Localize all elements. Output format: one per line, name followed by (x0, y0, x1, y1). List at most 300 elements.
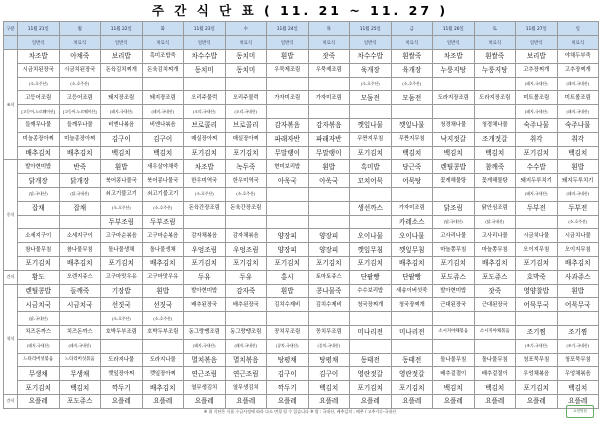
menu-cell: (돼지-국내산) (101, 105, 143, 119)
menu-cell: 백김치 (308, 381, 350, 395)
menu-row (4, 215, 599, 229)
menu-cell: 양장피 (308, 229, 350, 243)
menu-cell: 돈육간장조림 (184, 201, 226, 215)
menu-cell: (돼지-국내산) (557, 187, 599, 201)
header-date: 11월 27일 (516, 22, 558, 36)
menu-cell: 고구마순볶음 (142, 229, 184, 243)
menu-cell (184, 215, 226, 229)
menu-cell: 황도 (18, 270, 60, 284)
menu-cell: 돼지장조림 (101, 91, 143, 105)
menu-cell: 미나리전 (391, 325, 433, 339)
header-weekday: 월 (59, 22, 101, 36)
meal-label: 간식 (4, 394, 18, 408)
menu-row (4, 160, 599, 174)
menu-cell: (소-호주산) (59, 77, 101, 91)
menu-cell: 고사리나물 (474, 229, 516, 243)
menu-cell (308, 201, 350, 215)
menu-cell (308, 312, 350, 326)
header-weekday: 목 (308, 22, 350, 36)
menu-cell: 포기김치 (350, 256, 392, 270)
menu-cell (516, 312, 558, 326)
header-date: 11월 22일 (101, 22, 143, 36)
menu-cell: 무말랭이 (308, 146, 350, 160)
menu-cell: (닭-국내산) (59, 187, 101, 201)
menu-cell: 꽁치무조림 (267, 325, 309, 339)
menu-row (4, 243, 599, 257)
header-therapy-diet: 치료식 (142, 36, 184, 50)
menu-cell (225, 77, 267, 91)
menu-cell: 양장피 (308, 243, 350, 257)
menu-cell: 닭개장 (59, 174, 101, 188)
menu-cell: 동태전 (350, 353, 392, 367)
menu-cell: 토마토쥬스 (308, 270, 350, 284)
menu-cell (308, 187, 350, 201)
menu-cell: (닭-국내산) (18, 312, 60, 326)
menu-row (4, 132, 599, 146)
menu-cell: 백김치 (474, 381, 516, 395)
menu-cell: 시금치나물 (557, 229, 599, 243)
menu-cell (267, 187, 309, 201)
menu-row (4, 325, 599, 339)
menu-cell: 백김치 (557, 381, 599, 395)
menu-cell: 배추김치 (391, 256, 433, 270)
menu-cell: 오이지무침 (516, 243, 558, 257)
menu-cell: 근대된장국 (433, 298, 475, 312)
menu-cell: 비엔나볶음 (142, 118, 184, 132)
menu-cell (433, 77, 475, 91)
menu-cell: 새송이버섯죽 (391, 284, 433, 298)
menu-cell: 녹두죽 (225, 160, 267, 174)
menu-cell: 돼지두루치기 (516, 174, 558, 188)
menu-cell: 모둠전 (350, 91, 392, 105)
menu-cell: 흑미조밥죽 (142, 50, 184, 64)
header-date: 11월 21일 (18, 22, 60, 36)
menu-cell: 김치수제비 (267, 298, 309, 312)
menu-row (4, 312, 599, 326)
menu-cell: 느타리버섯볶음 (18, 353, 60, 367)
menu-cell (350, 105, 392, 119)
menu-cell (59, 312, 101, 326)
menu-cell (267, 201, 309, 215)
menu-cell: 치즈돈까스 (18, 325, 60, 339)
menu-cell: 무말랭이 (267, 146, 309, 160)
menu-cell: 마늘쫑무침 (433, 243, 475, 257)
menu-cell: 어묵무국 (557, 298, 599, 312)
menu-cell: 두부전 (516, 201, 558, 215)
menu-row (4, 339, 599, 353)
menu-cell: [고등어-노르웨이산] (18, 105, 60, 119)
page-title: 주 간 식 단 표 ( 11. 21 ~ 11. 27 ) (151, 3, 449, 18)
menu-cell: 호박두부조림 (101, 325, 143, 339)
menu-row (4, 201, 599, 215)
meal-label: 간식 (4, 270, 18, 284)
menu-cell: 청국장찌개 (391, 298, 433, 312)
menu-table (3, 21, 599, 409)
menu-cell: 감자죽 (225, 284, 267, 298)
menu-cell: 숙주나물 (557, 118, 599, 132)
menu-cell: (돼지-국내산) (142, 105, 184, 119)
subheader-row (4, 36, 599, 50)
menu-cell: 오이지무침 (557, 243, 599, 257)
menu-cell: 흰밥 (101, 160, 143, 174)
menu-cell: (소-호주산) (350, 77, 392, 91)
menu-cell: 우묵제조림 (308, 63, 350, 77)
header-weekday: 토 (474, 22, 516, 36)
header-weekday: 금 (391, 22, 433, 36)
menu-cell: 포기김치 (350, 381, 392, 395)
menu-cell: 백김치 (391, 146, 433, 160)
header-therapy-diet: 치료식 (59, 36, 101, 50)
menu-cell: 미트볼조림 (557, 91, 599, 105)
menu-cell: 돌나물무침 (433, 353, 475, 367)
hospital-logo: 요양병원 (566, 405, 594, 418)
menu-cell: 요플레 (308, 394, 350, 408)
menu-cell (433, 187, 475, 201)
menu-cell: 포기김치 (267, 256, 309, 270)
menu-row (4, 118, 599, 132)
menu-cell: 영란젓갈 (391, 367, 433, 381)
menu-cell: 배추김치 (557, 256, 599, 270)
menu-cell: 도라지장조림 (433, 91, 475, 105)
menu-cell (391, 312, 433, 326)
menu-cell: 소세지구이 (18, 229, 60, 243)
header-general-diet: 일반식 (18, 36, 60, 50)
menu-cell: 보리밥 (516, 50, 558, 64)
meal-label: 석식 (4, 284, 18, 394)
menu-cell: 포기김치 (350, 146, 392, 160)
menu-cell (474, 77, 516, 91)
menu-cell: 요플레 (225, 394, 267, 408)
header-row (4, 22, 599, 36)
menu-cell: 숙주나물 (516, 118, 558, 132)
menu-row (4, 270, 599, 284)
menu-cell: (소-호주산) (18, 77, 60, 91)
menu-cell: (닭-국내산) (474, 215, 516, 229)
menu-cell: (오리-국내산) (225, 105, 267, 119)
menu-cell: 백김치 (474, 146, 516, 160)
menu-cell: 꽁치무조림 (308, 325, 350, 339)
menu-cell: 파래자반 (308, 132, 350, 146)
menu-cell: 오이나물 (391, 229, 433, 243)
header-date: 11월 25일 (350, 22, 392, 36)
menu-cell: 발아현미밥 (433, 284, 475, 298)
header-general-diet: 일반식 (267, 36, 309, 50)
menu-cell: 북어콩나물국 (101, 174, 143, 188)
menu-cell: 깻잎무침 (350, 243, 392, 257)
menu-cell: (돼지-국내산) (516, 187, 558, 201)
menu-cell: 잡채 (18, 201, 60, 215)
menu-cell: 청포묵무침 (557, 353, 599, 367)
menu-cell (225, 312, 267, 326)
header-general-diet: 일반식 (101, 36, 143, 50)
menu-cell: 낙지젓갈 (433, 132, 475, 146)
menu-cell: 배추김치 (59, 256, 101, 270)
menu-row (4, 187, 599, 201)
menu-cell: 돌나물생채 (101, 243, 143, 257)
menu-cell: 포기김치 (18, 381, 60, 395)
header-weekday: 일 (557, 22, 599, 36)
menu-cell: 포기김치 (433, 256, 475, 270)
menu-cell: 누룽지탕 (474, 63, 516, 77)
menu-row (4, 256, 599, 270)
menu-cell: 소시지야채볶음 (474, 325, 516, 339)
menu-cell: 깻잎나물 (391, 118, 433, 132)
menu-cell: 미늘종장아찌 (18, 132, 60, 146)
menu-cell: 단팥빵 (391, 270, 433, 284)
menu-cell: 배추된장국 (225, 298, 267, 312)
menu-cell: 호박죽 (516, 270, 558, 284)
menu-cell: 시금치된장국 (59, 63, 101, 77)
footer-note: ※ 위 식단은 식품 수급사정에 따라 다소 변경 될 수 있습니다 ※ 쌀 : 국내산, 배추김치 : 배추 / 고추가루-국내산 (203, 409, 397, 414)
menu-cell: 차조밥 (184, 160, 226, 174)
menu-cell: 영양찰밥 (516, 284, 558, 298)
menu-cell: 야채두부죽 (557, 50, 599, 64)
menu-cell: 요플레 (267, 394, 309, 408)
menu-cell: 잣죽 (308, 50, 350, 64)
menu-cell: 조기찜 (516, 325, 558, 339)
menu-cell (101, 339, 143, 353)
menu-cell: 어묵탕 (391, 174, 433, 188)
menu-cell: 양장피 (267, 243, 309, 257)
header-label: 구분 (4, 22, 18, 36)
menu-cell (267, 105, 309, 119)
menu-cell: 선짓국 (142, 298, 184, 312)
menu-cell: [고등어-노르웨이산] (59, 105, 101, 119)
menu-cell: 가자미조림 (308, 91, 350, 105)
menu-cell (142, 77, 184, 91)
menu-row (4, 50, 599, 64)
menu-cell: 돌나물무침 (474, 353, 516, 367)
menu-cell: 한우미역국 (184, 174, 226, 188)
menu-cell: 포기김치 (18, 256, 60, 270)
menu-row (4, 381, 599, 395)
menu-cell: 브로콜리 (184, 118, 226, 132)
menu-cell: 두부전 (557, 201, 599, 215)
menu-cell: 현미보리밥 (267, 160, 309, 174)
menu-cell: 고구마맛우유 (142, 270, 184, 284)
menu-cell: 당근죽 (391, 160, 433, 174)
menu-cell: 고구마순볶음 (101, 229, 143, 243)
menu-cell: 소세지구이 (59, 229, 101, 243)
menu-cell: 요플레 (516, 394, 558, 408)
menu-cell: 아욱국 (267, 174, 309, 188)
menu-cell: 백김치 (142, 146, 184, 160)
menu-cell: 한우미역국 (225, 174, 267, 188)
menu-cell: 미늘종장아찌 (59, 132, 101, 146)
menu-cell: 오이나물 (350, 229, 392, 243)
menu-cell: 돌나물생채 (142, 243, 184, 257)
menu-cell: 매실장아찌 (225, 132, 267, 146)
menu-cell: 백김치 (433, 146, 475, 160)
menu-cell: 들깨죽 (59, 284, 101, 298)
menu-cell: (돼지-국내산) (516, 105, 558, 119)
menu-cell: 동치미 (225, 50, 267, 64)
menu-cell: 배추김치 (59, 146, 101, 160)
menu-cell: 김구이 (101, 132, 143, 146)
menu-cell: 차조밥 (18, 50, 60, 64)
menu-cell: 쇠고기불고기 (101, 187, 143, 201)
menu-cell: 동치미 (184, 63, 226, 77)
menu-cell: (소-호주산) (142, 201, 184, 215)
menu-cell: 렌틸콩밥 (18, 284, 60, 298)
menu-cell: 두유 (225, 270, 267, 284)
menu-cell: 흰밥 (557, 284, 599, 298)
header-therapy-diet: 치료식 (474, 36, 516, 50)
menu-cell: 깻잎나물 (350, 118, 392, 132)
menu-cell (474, 105, 516, 119)
menu-cell: 고등어조림 (59, 91, 101, 105)
menu-cell: (조기-국내산) (516, 339, 558, 353)
menu-cell: 두유 (184, 270, 226, 284)
menu-cell: 고사리나물 (433, 229, 475, 243)
menu-row (4, 77, 599, 91)
menu-row (4, 353, 599, 367)
menu-cell (18, 215, 60, 229)
menu-cell: 브로콜리 (225, 118, 267, 132)
menu-cell: 깍두기 (267, 381, 309, 395)
menu-cell (308, 77, 350, 91)
menu-row (4, 63, 599, 77)
menu-cell: 도라지장조림 (474, 91, 516, 105)
menu-cell: (돼지-국내산) (557, 77, 599, 91)
header-general-diet: 일반식 (516, 36, 558, 50)
menu-cell: 참나물무침 (18, 243, 60, 257)
menu-cell: 차수수밥 (350, 50, 392, 64)
header-therapy-diet: 치료식 (391, 36, 433, 50)
menu-cell: 렌틸콩밥 (433, 160, 475, 174)
menu-cell: 취각 (516, 132, 558, 146)
menu-cell: 들깨무나물 (18, 118, 60, 132)
menu-cell: 연근조림 (184, 367, 226, 381)
menu-cell: 포기김치 (225, 146, 267, 160)
menu-cell (225, 215, 267, 229)
menu-cell: 무생채 (18, 367, 60, 381)
menu-cell: 포기김치 (516, 146, 558, 160)
menu-cell: 청경채나물 (474, 118, 516, 132)
menu-cell (267, 215, 309, 229)
menu-cell: 동그랑땡조림 (184, 325, 226, 339)
header-therapy-diet: 치료식 (557, 36, 599, 50)
menu-cell: 무생채 (59, 367, 101, 381)
menu-cell: 비엔나볶음 (101, 118, 143, 132)
menu-cell (391, 187, 433, 201)
menu-cell: 고등어조림 (18, 91, 60, 105)
menu-cell: 누룽지탕 (433, 63, 475, 77)
menu-cell: 오리주물럭 (225, 91, 267, 105)
menu-cell: 포기김치 (308, 256, 350, 270)
menu-cell: 멸치볶음 (225, 353, 267, 367)
menu-cell: 배추김치 (142, 381, 184, 395)
menu-cell: 흰밥 (267, 284, 309, 298)
menu-cell: 포도쥬스 (59, 394, 101, 408)
menu-cell: 흰밥 (267, 50, 309, 64)
menu-cell: 깻잎장아찌 (142, 367, 184, 381)
menu-cell (267, 312, 309, 326)
menu-cell: 매실장아찌 (184, 132, 226, 146)
menu-cell (516, 215, 558, 229)
menu-cell: 수수밥 (516, 160, 558, 174)
menu-cell: (소-호주산) (225, 187, 267, 201)
menu-cell: 마늘쫑무침 (474, 243, 516, 257)
menu-cell: 열무생김치 (225, 381, 267, 395)
menu-cell: (돼지-국내산) (557, 105, 599, 119)
menu-cell: 잡채 (59, 201, 101, 215)
menu-row (4, 146, 599, 160)
menu-cell: 생선까스 (350, 201, 392, 215)
menu-cell: 열무생김치 (184, 381, 226, 395)
menu-cell: (닭-국내산) (433, 215, 475, 229)
menu-cell: 배추겉절이 (433, 367, 475, 381)
menu-cell: 멸치볶음 (184, 353, 226, 367)
menu-cell: 닭조림 (433, 201, 475, 215)
menu-cell (557, 312, 599, 326)
menu-cell: 요플레 (433, 394, 475, 408)
menu-cell: 양장피 (267, 229, 309, 243)
menu-cell: 파래자반 (267, 132, 309, 146)
menu-row (4, 284, 599, 298)
menu-cell: 참깨죽 (474, 160, 516, 174)
menu-cell: 감자채볶음 (184, 229, 226, 243)
menu-cell: 흰쌀죽 (391, 50, 433, 64)
menu-cell (433, 312, 475, 326)
menu-cell: 흰밥 (557, 160, 599, 174)
menu-cell (433, 105, 475, 119)
menu-cell (142, 339, 184, 353)
menu-cell: 흑미밥 (350, 160, 392, 174)
menu-cell: (오리-국내산) (184, 105, 226, 119)
menu-cell: 호박두부조림 (142, 325, 184, 339)
menu-cell: 돼지장조림 (142, 91, 184, 105)
menu-cell: 돈육김치찌개 (101, 63, 143, 77)
menu-cell (474, 339, 516, 353)
menu-cell: 꽃게해물탕 (474, 174, 516, 188)
menu-cell: 요플레 (350, 394, 392, 408)
menu-cell: 사과쥬스 (557, 270, 599, 284)
menu-cell: 홍시 (267, 270, 309, 284)
header-date: 11월 23일 (184, 22, 226, 36)
menu-cell: 카레소스 (391, 215, 433, 229)
menu-cell: (꽁치-국내산) (267, 339, 309, 353)
menu-cell: 요플레 (142, 394, 184, 408)
menu-cell: 배추된장국 (184, 298, 226, 312)
menu-cell: 돼지두루치기 (557, 174, 599, 188)
menu-cell: (소-호주산) (184, 187, 226, 201)
menu-cell: 청포묵무침 (516, 353, 558, 367)
menu-cell: 흰밥 (142, 284, 184, 298)
menu-cell: 도라지나물 (101, 353, 143, 367)
menu-cell: 가자미조림 (391, 201, 433, 215)
header-weekday: 수 (225, 22, 267, 36)
menu-cell: 고추장찌개 (516, 63, 558, 77)
menu-cell: (닭-국내산) (18, 187, 60, 201)
menu-cell: 포기김치 (225, 256, 267, 270)
menu-cell (184, 312, 226, 326)
menu-cell: 닭안심조림 (474, 201, 516, 215)
menu-cell: 백김치 (557, 146, 599, 160)
menu-cell (267, 77, 309, 91)
menu-cell: 깍두기 (101, 381, 143, 395)
meal-label: 조식 (4, 50, 18, 160)
menu-cell: 감자채볶음 (225, 229, 267, 243)
menu-cell: 청경채나물 (433, 118, 475, 132)
menu-cell (308, 215, 350, 229)
menu-cell: 보리밥 (101, 50, 143, 64)
menu-cell: 배추겉절이 (474, 367, 516, 381)
menu-cell: 단팥빵 (350, 270, 392, 284)
menu-cell: 가자미조림 (267, 91, 309, 105)
menu-cell: 백김치 (101, 146, 143, 160)
menu-row (4, 91, 599, 105)
